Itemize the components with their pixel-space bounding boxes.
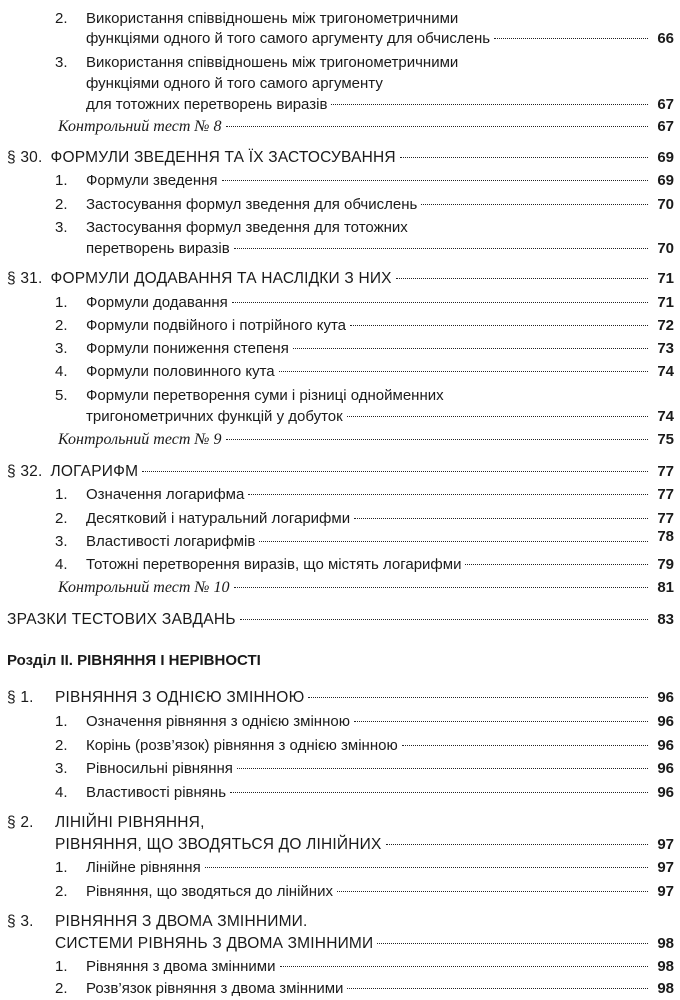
toc-item-row [86,238,652,260]
toc-item-number: 1. [55,486,68,503]
toc-item-number: 5. [55,387,68,404]
toc-item-text: Тотожні перетворення виразів, що містять логарифми [86,556,462,573]
dot-leader [386,844,649,845]
toc-item-number: 2. [55,883,68,900]
page-number: 77 [657,486,674,503]
page-number: 67 [657,96,674,113]
dot-leader [226,126,649,127]
section-number: § 2. [7,814,34,831]
page-number: 70 [657,196,674,213]
control-test-row [58,429,652,451]
toc-item-text: Формули перетворення суми і різниці однойменних [86,387,444,404]
section-title: ЛОГАРИФМ [50,463,139,480]
toc-item-text: Властивості рівнянь [86,784,227,801]
sample-tests-heading [7,609,652,631]
toc-item-row [86,508,652,530]
section-heading-32 [7,461,652,483]
section-number: § 31. [7,270,43,287]
toc-item-number: 1. [55,859,68,876]
toc-item-text: Десятковий і натуральний логарифми [86,510,351,527]
toc-item-row [86,361,652,383]
dot-leader [280,966,649,967]
toc-item-number: 3. [55,760,68,777]
toc-item-number: 1. [55,713,68,730]
control-test-label: Контрольний тест № 9 [58,431,222,448]
dot-leader [279,371,648,372]
toc-item-text: Використання співвідношень між тригонометричними [86,10,459,27]
page-number: 70 [657,240,674,257]
page-number: 79 [657,556,674,573]
page-number: 78 [657,528,674,545]
dot-leader [293,348,648,349]
page-number: 69 [657,172,674,189]
toc-item-row [86,531,652,553]
toc-item-number: 3. [55,533,68,550]
dot-leader [248,494,648,495]
toc-item-text: Використання співвідношень між тригонометричними [86,54,459,71]
toc-item-number: 2. [55,980,68,997]
dot-leader [377,943,648,944]
dot-leader [494,38,648,39]
section-heading-3 [55,933,652,955]
section-heading-31 [7,268,652,290]
control-test-row [58,116,652,138]
dot-leader [259,541,648,542]
toc-item-row [86,315,652,337]
toc-item-row [86,881,652,903]
page-number: 97 [657,836,674,853]
toc-item-text: Формули пониження степеня [86,340,289,357]
dot-leader [337,891,648,892]
page-number: 96 [657,784,674,801]
toc-item-number: 2. [55,317,68,334]
toc-item-text: Формули подвійного і потрійного кута [86,317,346,334]
section-number: § 32. [7,463,43,480]
toc-item-text: Застосування формул зведення для тотожних [86,219,408,236]
page-number: 72 [657,317,674,334]
dot-leader [205,867,648,868]
toc-item-number: 2. [55,10,68,27]
toc-item-number: 4. [55,784,68,801]
dot-leader [350,325,648,326]
toc-item-row [86,194,652,216]
section-title: РІВНЯННЯ З ДВОМА ЗМІННИМИ. [55,913,308,930]
section-heading-2 [55,834,652,856]
dot-leader [230,792,648,793]
toc-item-number: 3. [55,340,68,357]
page-number: 73 [657,340,674,357]
dot-leader [354,518,648,519]
page-number: 98 [657,958,674,975]
page-number: 96 [657,689,674,706]
toc-item-text: перетворень виразів [86,240,230,257]
toc-item-text: Властивості логарифмів [86,533,256,550]
section-number: § 3. [7,913,34,930]
dot-leader [237,768,648,769]
section-title: РІВНЯННЯ, ЩО ЗВОДЯТЬСЯ ДО ЛІНІЙНИХ [55,836,382,853]
page-number: 98 [657,935,674,952]
toc-item-row [86,292,652,314]
toc-item-text: для тотожних перетворень виразів [86,96,328,113]
toc-item-text: Рівняння, що зводяться до лінійних [86,883,333,900]
toc-item-row [86,978,652,1000]
page-number: 96 [657,713,674,730]
dot-leader [232,302,648,303]
dot-leader [226,439,649,440]
page-number: 71 [657,294,674,311]
page-number: 69 [657,149,674,166]
dot-leader [354,721,648,722]
page-number: 75 [657,431,674,448]
toc-item-number: 2. [55,196,68,213]
control-test-label: Контрольний тест № 8 [58,118,222,135]
page-number: 74 [657,363,674,380]
dot-leader [465,564,648,565]
toc-item-row [86,956,652,978]
toc-item-row [86,484,652,506]
section-number: § 1. [7,689,34,706]
page-number: 97 [657,883,674,900]
page-number: 98 [657,980,674,997]
toc-item-row [86,857,652,879]
page-number: 77 [657,510,674,527]
dot-leader [308,697,648,698]
section-heading-30 [7,147,652,169]
toc-item-row [86,758,652,780]
section-heading-1 [55,687,652,709]
dot-leader [222,180,648,181]
toc-item-number: 2. [55,737,68,754]
page-number: 83 [657,611,674,628]
section-title: РІВНЯННЯ З ОДНІЄЮ ЗМІННОЮ [55,689,305,706]
toc-item-row [86,94,652,116]
toc-item-text: Корінь (розв’язок) рівняння з однією змінною [86,737,398,754]
page-number: 77 [657,463,674,480]
toc-item-number: 4. [55,363,68,380]
toc-item-text: Рівносильні рівняння [86,760,233,777]
page-number: 96 [657,737,674,754]
sample-tests-title: ЗРАЗКИ ТЕСТОВИХ ЗАВДАНЬ [7,611,236,628]
page-number: 66 [657,30,674,47]
toc-item-row [86,406,652,428]
toc-item-text: тригонометричних функцій у добуток [86,408,343,425]
toc-item-text: Формули зведення [86,172,218,189]
dot-leader [347,988,648,989]
toc-item-row [86,711,652,733]
toc-item-text: Означення логарифма [86,486,245,503]
toc-item-number: 1. [55,294,68,311]
page-number: 71 [657,270,674,287]
toc-item-number: 1. [55,172,68,189]
toc-item-number: 3. [55,54,68,71]
dot-leader [347,416,648,417]
toc-item-row [86,28,652,50]
toc-item-text: Формули половинного кута [86,363,275,380]
dot-leader [240,619,648,620]
section-title: ФОРМУЛИ ЗВЕДЕННЯ ТА ЇХ ЗАСТОСУВАННЯ [50,149,396,166]
toc-item-row [86,554,652,576]
dot-leader [331,104,648,105]
dot-leader [142,471,648,472]
page-number: 74 [657,408,674,425]
control-test-row [58,577,652,599]
toc-item-text: функціями одного й того самого аргументу [86,75,383,92]
section-title: ЛІНІЙНІ РІВНЯННЯ, [55,814,205,831]
toc-item-number: 3. [55,219,68,236]
dot-leader [234,587,649,588]
toc-item-row [86,170,652,192]
toc-item-text: Рівняння з двома змінними [86,958,276,975]
toc-item-text: функціями одного й того самого аргументу для обчислень [86,30,491,47]
section-title: СИСТЕМИ РІВНЯНЬ З ДВОМА ЗМІННИМИ [55,935,374,952]
section-title: ФОРМУЛИ ДОДАВАННЯ ТА НАСЛІДКИ З НИХ [50,270,392,287]
dot-leader [234,248,648,249]
toc-item-text: Лінійне рівняння [86,859,201,876]
toc-item-text: Розв’язок рівняння з двома змінними [86,980,344,997]
toc-item-row [86,782,652,804]
toc-item-text: Означення рівняння з однією змінною [86,713,350,730]
page-number: 67 [657,118,674,135]
toc-item-text: Застосування формул зведення для обчислень [86,196,418,213]
toc-item-row [86,735,652,757]
dot-leader [396,278,648,279]
page-number: 97 [657,859,674,876]
toc-item-number: 4. [55,556,68,573]
page-number: 81 [657,579,674,596]
page-number: 96 [657,760,674,777]
toc-item-number: 1. [55,958,68,975]
part-heading: Розділ ІІ. РІВНЯННЯ І НЕРІВНОСТІ [7,652,261,669]
toc-item-text: Формули додавання [86,294,228,311]
control-test-label: Контрольний тест № 10 [58,579,230,596]
section-number: § 30. [7,149,43,166]
toc-item-number: 2. [55,510,68,527]
dot-leader [400,157,648,158]
dot-leader [421,204,648,205]
dot-leader [402,745,648,746]
toc-item-row [86,338,652,360]
